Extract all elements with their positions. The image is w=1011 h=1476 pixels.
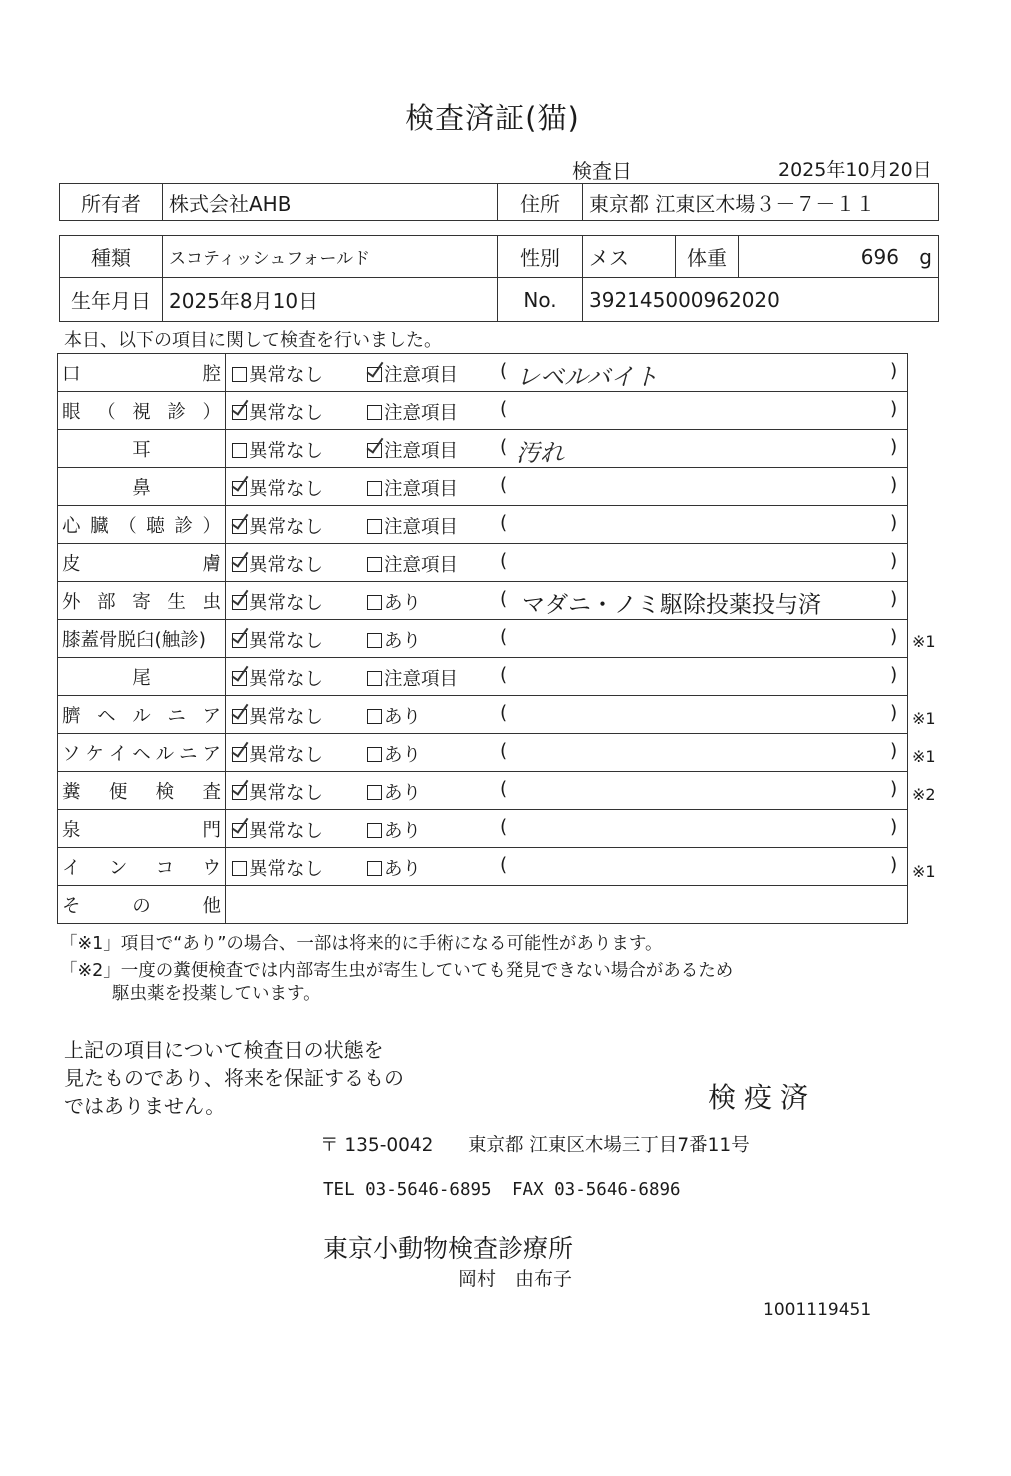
alt-label: 注意項目 xyxy=(384,555,459,576)
sex-value: メス xyxy=(583,236,676,278)
row-body xyxy=(226,544,908,582)
alt-label: 注意項目 xyxy=(384,403,459,424)
row-body xyxy=(226,468,908,506)
paren-close: ) xyxy=(890,513,898,534)
paren-close: ) xyxy=(890,627,898,648)
table-row xyxy=(58,582,908,620)
no-label: No. xyxy=(498,278,583,322)
alt-label: あり xyxy=(384,707,422,728)
normal-label: 異常なし xyxy=(249,707,324,728)
item-label: 心 臓 （ 聴 診 ） xyxy=(62,515,221,537)
quarantine-stamp: 検疫済 xyxy=(708,1081,817,1114)
paren-open: ( xyxy=(500,779,508,800)
paren-open: ( xyxy=(500,513,508,534)
dob-label: 生年月日 xyxy=(60,278,163,322)
checkbox-icon[interactable] xyxy=(367,367,382,382)
weight-unit: g xyxy=(919,244,932,269)
person-name: 岡村 由布子 xyxy=(458,1268,573,1290)
table-row xyxy=(58,772,908,810)
normal-option[interactable] xyxy=(232,513,323,539)
alt-option[interactable] xyxy=(367,779,421,805)
alt-label: 注意項目 xyxy=(384,365,459,386)
alt-label: あり xyxy=(384,783,422,804)
table-row xyxy=(58,544,908,582)
alt-option[interactable] xyxy=(367,855,421,881)
paren-close: ) xyxy=(890,589,898,610)
row-item xyxy=(58,658,226,696)
checkbox-icon[interactable] xyxy=(232,785,247,800)
checkbox-icon[interactable] xyxy=(367,823,382,838)
paren-close: ) xyxy=(890,779,898,800)
alt-label: あり xyxy=(384,593,422,614)
no-value: 392145000962020 xyxy=(583,278,939,322)
normal-option[interactable] xyxy=(232,361,323,387)
row-note: マダニ・ノミ駆除投薬投与済 xyxy=(522,592,821,618)
checkbox-icon[interactable] xyxy=(232,633,247,648)
item-label: 糞 便 検 査 xyxy=(62,781,221,803)
normal-option[interactable] xyxy=(232,779,323,805)
row-body xyxy=(226,734,908,772)
address-label: 住所 xyxy=(498,184,583,221)
page-title: 検査済証(猫) xyxy=(405,101,580,135)
row-body xyxy=(226,658,908,696)
inspection-date-label: 検査日 xyxy=(572,159,632,183)
row-body xyxy=(226,810,908,848)
weight-value: 696 xyxy=(860,244,899,269)
alt-option[interactable] xyxy=(367,551,458,577)
address-value: 東京都 江東区木場３－７－１１ xyxy=(583,184,939,221)
sex-label: 性別 xyxy=(498,236,583,278)
checkbox-icon[interactable] xyxy=(232,443,247,458)
row-item xyxy=(58,392,226,430)
normal-option[interactable] xyxy=(232,551,323,577)
normal-label: 異常なし xyxy=(249,859,324,880)
paren-open: ( xyxy=(500,665,508,686)
normal-option[interactable] xyxy=(232,741,323,767)
normal-option[interactable] xyxy=(232,703,323,729)
table-row xyxy=(58,506,908,544)
table-row xyxy=(58,354,908,392)
row-body xyxy=(226,848,908,886)
paren-close: ) xyxy=(890,703,898,724)
checkbox-icon[interactable] xyxy=(232,557,247,572)
row-item xyxy=(58,354,226,392)
weight-label: 体重 xyxy=(676,236,739,278)
table-row xyxy=(58,392,908,430)
alt-option[interactable] xyxy=(367,627,421,653)
normal-label: 異常なし xyxy=(249,517,324,538)
disclaimer xyxy=(64,1036,404,1120)
row-item xyxy=(58,430,226,468)
normal-label: 異常なし xyxy=(249,555,324,576)
alt-option[interactable] xyxy=(367,741,421,767)
row-item xyxy=(58,772,226,810)
item-label: 眼 （ 視 診 ） xyxy=(62,401,221,423)
alt-label: 注意項目 xyxy=(384,441,459,462)
checkbox-icon[interactable] xyxy=(367,595,382,610)
alt-option[interactable] xyxy=(367,589,421,615)
item-label: 膝蓋骨脱臼(触診) xyxy=(62,629,206,651)
postal-code: 〒 135-0042 xyxy=(320,1135,434,1156)
item-label: 臍 ヘ ル ニ ア xyxy=(62,705,221,727)
footnote-2: 「※2」一度の糞便検査では内部寄生虫が寄生していても発見できない場合があるため xyxy=(60,961,734,981)
footnote-mark: ※1 xyxy=(912,747,936,766)
item-label: そ の 他 xyxy=(62,895,221,917)
row-body xyxy=(226,582,908,620)
normal-label: 異常なし xyxy=(249,821,324,842)
paren-open: ( xyxy=(500,475,508,496)
paren-close: ) xyxy=(890,361,898,382)
row-item xyxy=(58,886,226,924)
alt-option[interactable] xyxy=(367,817,421,843)
clinic-name: 東京小動物検査診療所 xyxy=(323,1234,574,1263)
alt-label: あり xyxy=(384,859,422,880)
row-item xyxy=(58,810,226,848)
normal-label: 異常なし xyxy=(249,783,324,804)
alt-option[interactable] xyxy=(367,513,458,539)
footnote-mark: ※1 xyxy=(912,708,936,728)
row-item xyxy=(58,620,226,658)
fax-number: FAX 03-5646-6896 xyxy=(512,1180,681,1200)
footnote-2b: 駆虫薬を投薬しています。 xyxy=(112,984,321,1004)
normal-option[interactable] xyxy=(232,665,323,691)
normal-option[interactable] xyxy=(232,817,323,843)
owner-table xyxy=(59,183,939,221)
disclaimer-line-2: 見たものであり、将来を保証するもの xyxy=(64,1066,404,1090)
row-item xyxy=(58,848,226,886)
row-item xyxy=(58,506,226,544)
dob-value: 2025年8月10日 xyxy=(163,278,498,322)
checkbox-icon[interactable] xyxy=(367,519,382,534)
paren-close: ) xyxy=(890,665,898,686)
checkbox-icon[interactable] xyxy=(367,785,382,800)
row-body xyxy=(226,392,908,430)
paren-close: ) xyxy=(890,399,898,420)
paren-close: ) xyxy=(890,437,898,458)
row-item xyxy=(58,582,226,620)
table-row xyxy=(58,848,908,886)
item-label: イ ン コ ウ xyxy=(62,857,221,879)
checkbox-icon[interactable] xyxy=(367,633,382,648)
paren-open: ( xyxy=(500,627,508,648)
table-row xyxy=(58,810,908,848)
table-row xyxy=(58,658,908,696)
row-note: 汚れ xyxy=(516,439,564,467)
item-label: 耳 xyxy=(132,439,151,461)
owner-label: 所有者 xyxy=(60,184,163,221)
row-body xyxy=(226,506,908,544)
clinic-address: 東京都 江東区木場三丁目7番11号 xyxy=(468,1135,750,1156)
paren-open: ( xyxy=(500,741,508,762)
paren-close: ) xyxy=(890,855,898,876)
tel-number: TEL 03-5646-6895 xyxy=(323,1180,492,1200)
normal-label: 異常なし xyxy=(249,365,324,386)
normal-option[interactable] xyxy=(232,589,323,615)
item-label: 鼻 xyxy=(132,477,151,499)
alt-label: 注意項目 xyxy=(384,517,459,538)
normal-option[interactable] xyxy=(232,399,323,425)
paren-open: ( xyxy=(500,437,508,458)
row-body xyxy=(226,772,908,810)
checkbox-icon[interactable] xyxy=(367,557,382,572)
breed-label: 種類 xyxy=(60,236,163,278)
normal-option[interactable] xyxy=(232,475,323,501)
row-item xyxy=(58,734,226,772)
alt-option[interactable] xyxy=(367,475,458,501)
serial-number: 1001119451 xyxy=(763,1300,872,1320)
normal-label: 異常なし xyxy=(249,631,324,652)
row-body xyxy=(226,354,908,392)
other-body xyxy=(226,886,908,924)
footnote-mark: ※2 xyxy=(912,785,936,805)
checkbox-icon[interactable] xyxy=(232,823,247,838)
owner-value: 株式会社AHB xyxy=(163,184,498,221)
row-body xyxy=(226,430,908,468)
checkbox-icon[interactable] xyxy=(367,671,382,686)
paren-open: ( xyxy=(500,817,508,838)
paren-open: ( xyxy=(500,399,508,420)
other-row xyxy=(58,886,908,924)
checkbox-icon[interactable] xyxy=(367,405,382,420)
check-rows xyxy=(58,354,908,924)
checkbox-icon[interactable] xyxy=(232,481,247,496)
alt-option[interactable] xyxy=(367,703,421,729)
normal-option[interactable] xyxy=(232,627,323,653)
paren-open: ( xyxy=(500,589,508,610)
item-label: ソ ケ イ ヘ ル ニ ア xyxy=(62,743,221,765)
checkbox-icon[interactable] xyxy=(232,367,247,382)
checks-table xyxy=(57,353,908,924)
footnote-mark: ※1 xyxy=(912,632,936,652)
disclaimer-line-1: 上記の項目について検査日の状態を xyxy=(64,1038,384,1062)
paren-close: ) xyxy=(890,551,898,572)
paren-close: ) xyxy=(890,817,898,838)
checkbox-icon[interactable] xyxy=(232,405,247,420)
row-item xyxy=(58,468,226,506)
normal-label: 異常なし xyxy=(249,441,324,462)
alt-label: あり xyxy=(384,745,422,766)
normal-option[interactable] xyxy=(232,437,323,463)
row-body xyxy=(226,620,908,658)
normal-label: 異常なし xyxy=(249,479,324,500)
paren-open: ( xyxy=(500,551,508,572)
normal-label: 異常なし xyxy=(249,403,324,424)
footnote-1: 「※1」項目で“あり”の場合、一部は将来的に手術になる可能性があります。 xyxy=(60,934,663,954)
normal-option[interactable] xyxy=(232,855,323,881)
table-row xyxy=(58,468,908,506)
checkbox-icon[interactable] xyxy=(232,709,247,724)
paren-open: ( xyxy=(500,855,508,876)
alt-label: あり xyxy=(384,631,422,652)
checkbox-icon[interactable] xyxy=(367,709,382,724)
item-label: 泉 門 xyxy=(62,819,221,841)
normal-label: 異常なし xyxy=(249,593,324,614)
alt-label: 注意項目 xyxy=(384,669,459,690)
item-label: 尾 xyxy=(132,667,151,689)
item-label: 皮 膚 xyxy=(62,553,221,575)
normal-label: 異常なし xyxy=(249,669,324,690)
alt-label: 注意項目 xyxy=(384,479,459,500)
checkbox-icon[interactable] xyxy=(367,861,382,876)
checkbox-icon[interactable] xyxy=(367,747,382,762)
normal-label: 異常なし xyxy=(249,745,324,766)
item-label: 外 部 寄 生 虫 xyxy=(62,591,221,613)
paren-close: ) xyxy=(890,741,898,762)
paren-open: ( xyxy=(500,361,508,382)
checkbox-icon[interactable] xyxy=(367,443,382,458)
table-row xyxy=(58,620,908,658)
paren-close: ) xyxy=(890,475,898,496)
checkbox-icon[interactable] xyxy=(232,519,247,534)
checkbox-icon[interactable] xyxy=(232,595,247,610)
weight-cell xyxy=(739,236,939,278)
inspection-date: 2025年10月20日 xyxy=(778,159,932,181)
table-row xyxy=(58,696,908,734)
disclaimer-line-3: ではありません。 xyxy=(64,1094,226,1118)
alt-option[interactable] xyxy=(367,361,458,387)
alt-option[interactable] xyxy=(367,665,458,691)
checkbox-icon[interactable] xyxy=(232,861,247,876)
breed-value: スコティッシュフォールド xyxy=(163,236,498,278)
item-label: 口 腔 xyxy=(62,363,221,385)
alt-option[interactable] xyxy=(367,437,458,463)
checkbox-icon[interactable] xyxy=(367,481,382,496)
intro-text: 本日、以下の項目に関して検査を行いました。 xyxy=(64,330,442,351)
checkbox-icon[interactable] xyxy=(232,671,247,686)
checkbox-icon[interactable] xyxy=(232,747,247,762)
row-body xyxy=(226,696,908,734)
animal-table xyxy=(59,235,939,322)
paren-open: ( xyxy=(500,703,508,724)
alt-label: あり xyxy=(384,821,422,842)
row-note: レベルバイト xyxy=(516,363,659,391)
table-row xyxy=(58,734,908,772)
alt-option[interactable] xyxy=(367,399,458,425)
footnote-mark: ※1 xyxy=(912,861,936,881)
row-item xyxy=(58,544,226,582)
table-row xyxy=(58,430,908,468)
row-item xyxy=(58,696,226,734)
